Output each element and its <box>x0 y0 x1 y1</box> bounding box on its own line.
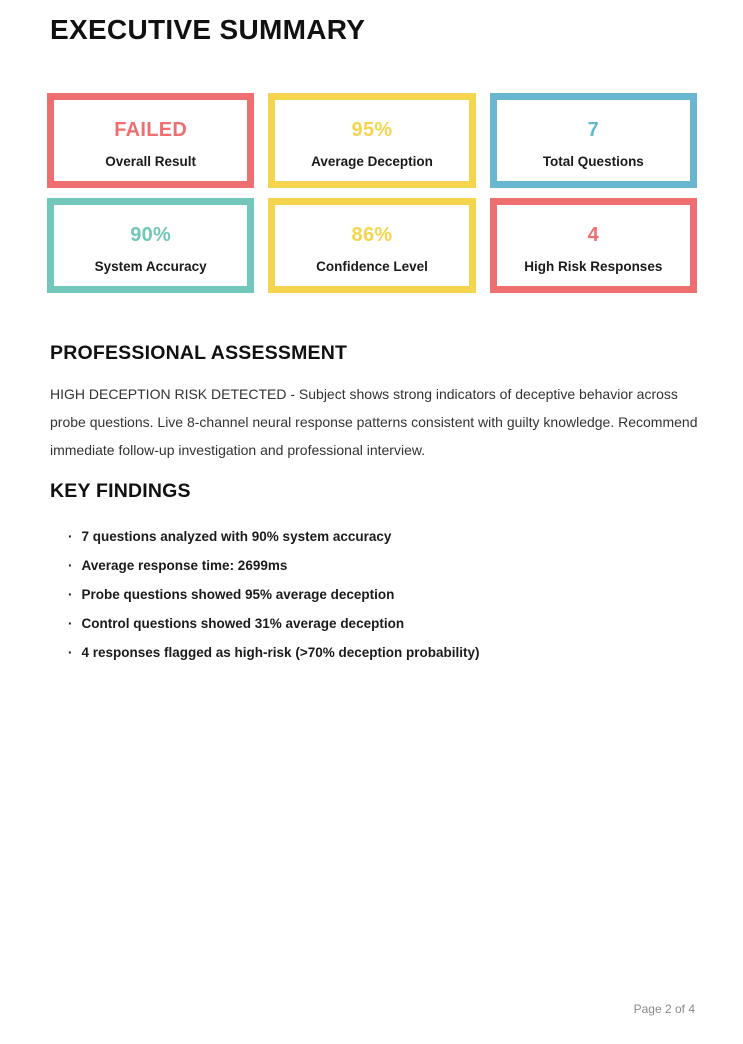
summary-stat-cards <box>47 93 697 293</box>
key-findings-heading: KEY FINDINGS <box>50 480 191 502</box>
key-finding-item: · 4 responses flagged as high-risk (>70% deception probability) <box>68 638 700 667</box>
page-number: Page 2 of 4 <box>633 1002 695 1016</box>
stat-label: System Accuracy <box>94 259 207 274</box>
professional-assessment-body: HIGH DECEPTION RISK DETECTED - Subject shows strong indicators of deceptive behavior across probe questions. Live 8-channel neural response patterns consistent with guilty knowledge. Recommend immediate follow-up investigation and professional interview. <box>50 385 698 458</box>
stat-value: 4 <box>587 224 600 246</box>
key-finding-item: · Control questions showed 31% average deception <box>68 609 700 638</box>
page-title: EXECUTIVE SUMMARY <box>50 14 366 45</box>
professional-assessment-section <box>50 344 700 464</box>
key-findings-list <box>68 522 700 667</box>
stat-label: Overall Result <box>105 154 197 169</box>
key-findings-section <box>50 482 700 667</box>
key-finding-item: · 7 questions analyzed with 90% system accuracy <box>68 522 700 551</box>
key-finding-item: · Average response time: 2699ms <box>68 551 700 580</box>
stat-value: 95% <box>351 119 393 141</box>
key-finding-item: · Probe questions showed 95% average deception <box>68 580 700 609</box>
stat-label: Average Deception <box>311 154 433 169</box>
stat-label: Total Questions <box>542 154 644 169</box>
stat-card-confidence-level <box>268 198 475 293</box>
stat-card-average-deception <box>268 93 475 188</box>
stat-value: 86% <box>351 224 393 246</box>
stat-card-system-accuracy <box>47 198 254 293</box>
stat-value: 7 <box>587 119 600 141</box>
stat-value: 90% <box>130 224 172 246</box>
professional-assessment-heading: PROFESSIONAL ASSESSMENT <box>50 342 348 364</box>
stat-label: High Risk Responses <box>524 259 663 274</box>
stat-value: FAILED <box>114 119 188 141</box>
stat-card-overall-result <box>47 93 254 188</box>
stat-card-total-questions <box>490 93 697 188</box>
stat-label: Confidence Level <box>316 259 428 274</box>
stat-card-high-risk-responses <box>490 198 697 293</box>
